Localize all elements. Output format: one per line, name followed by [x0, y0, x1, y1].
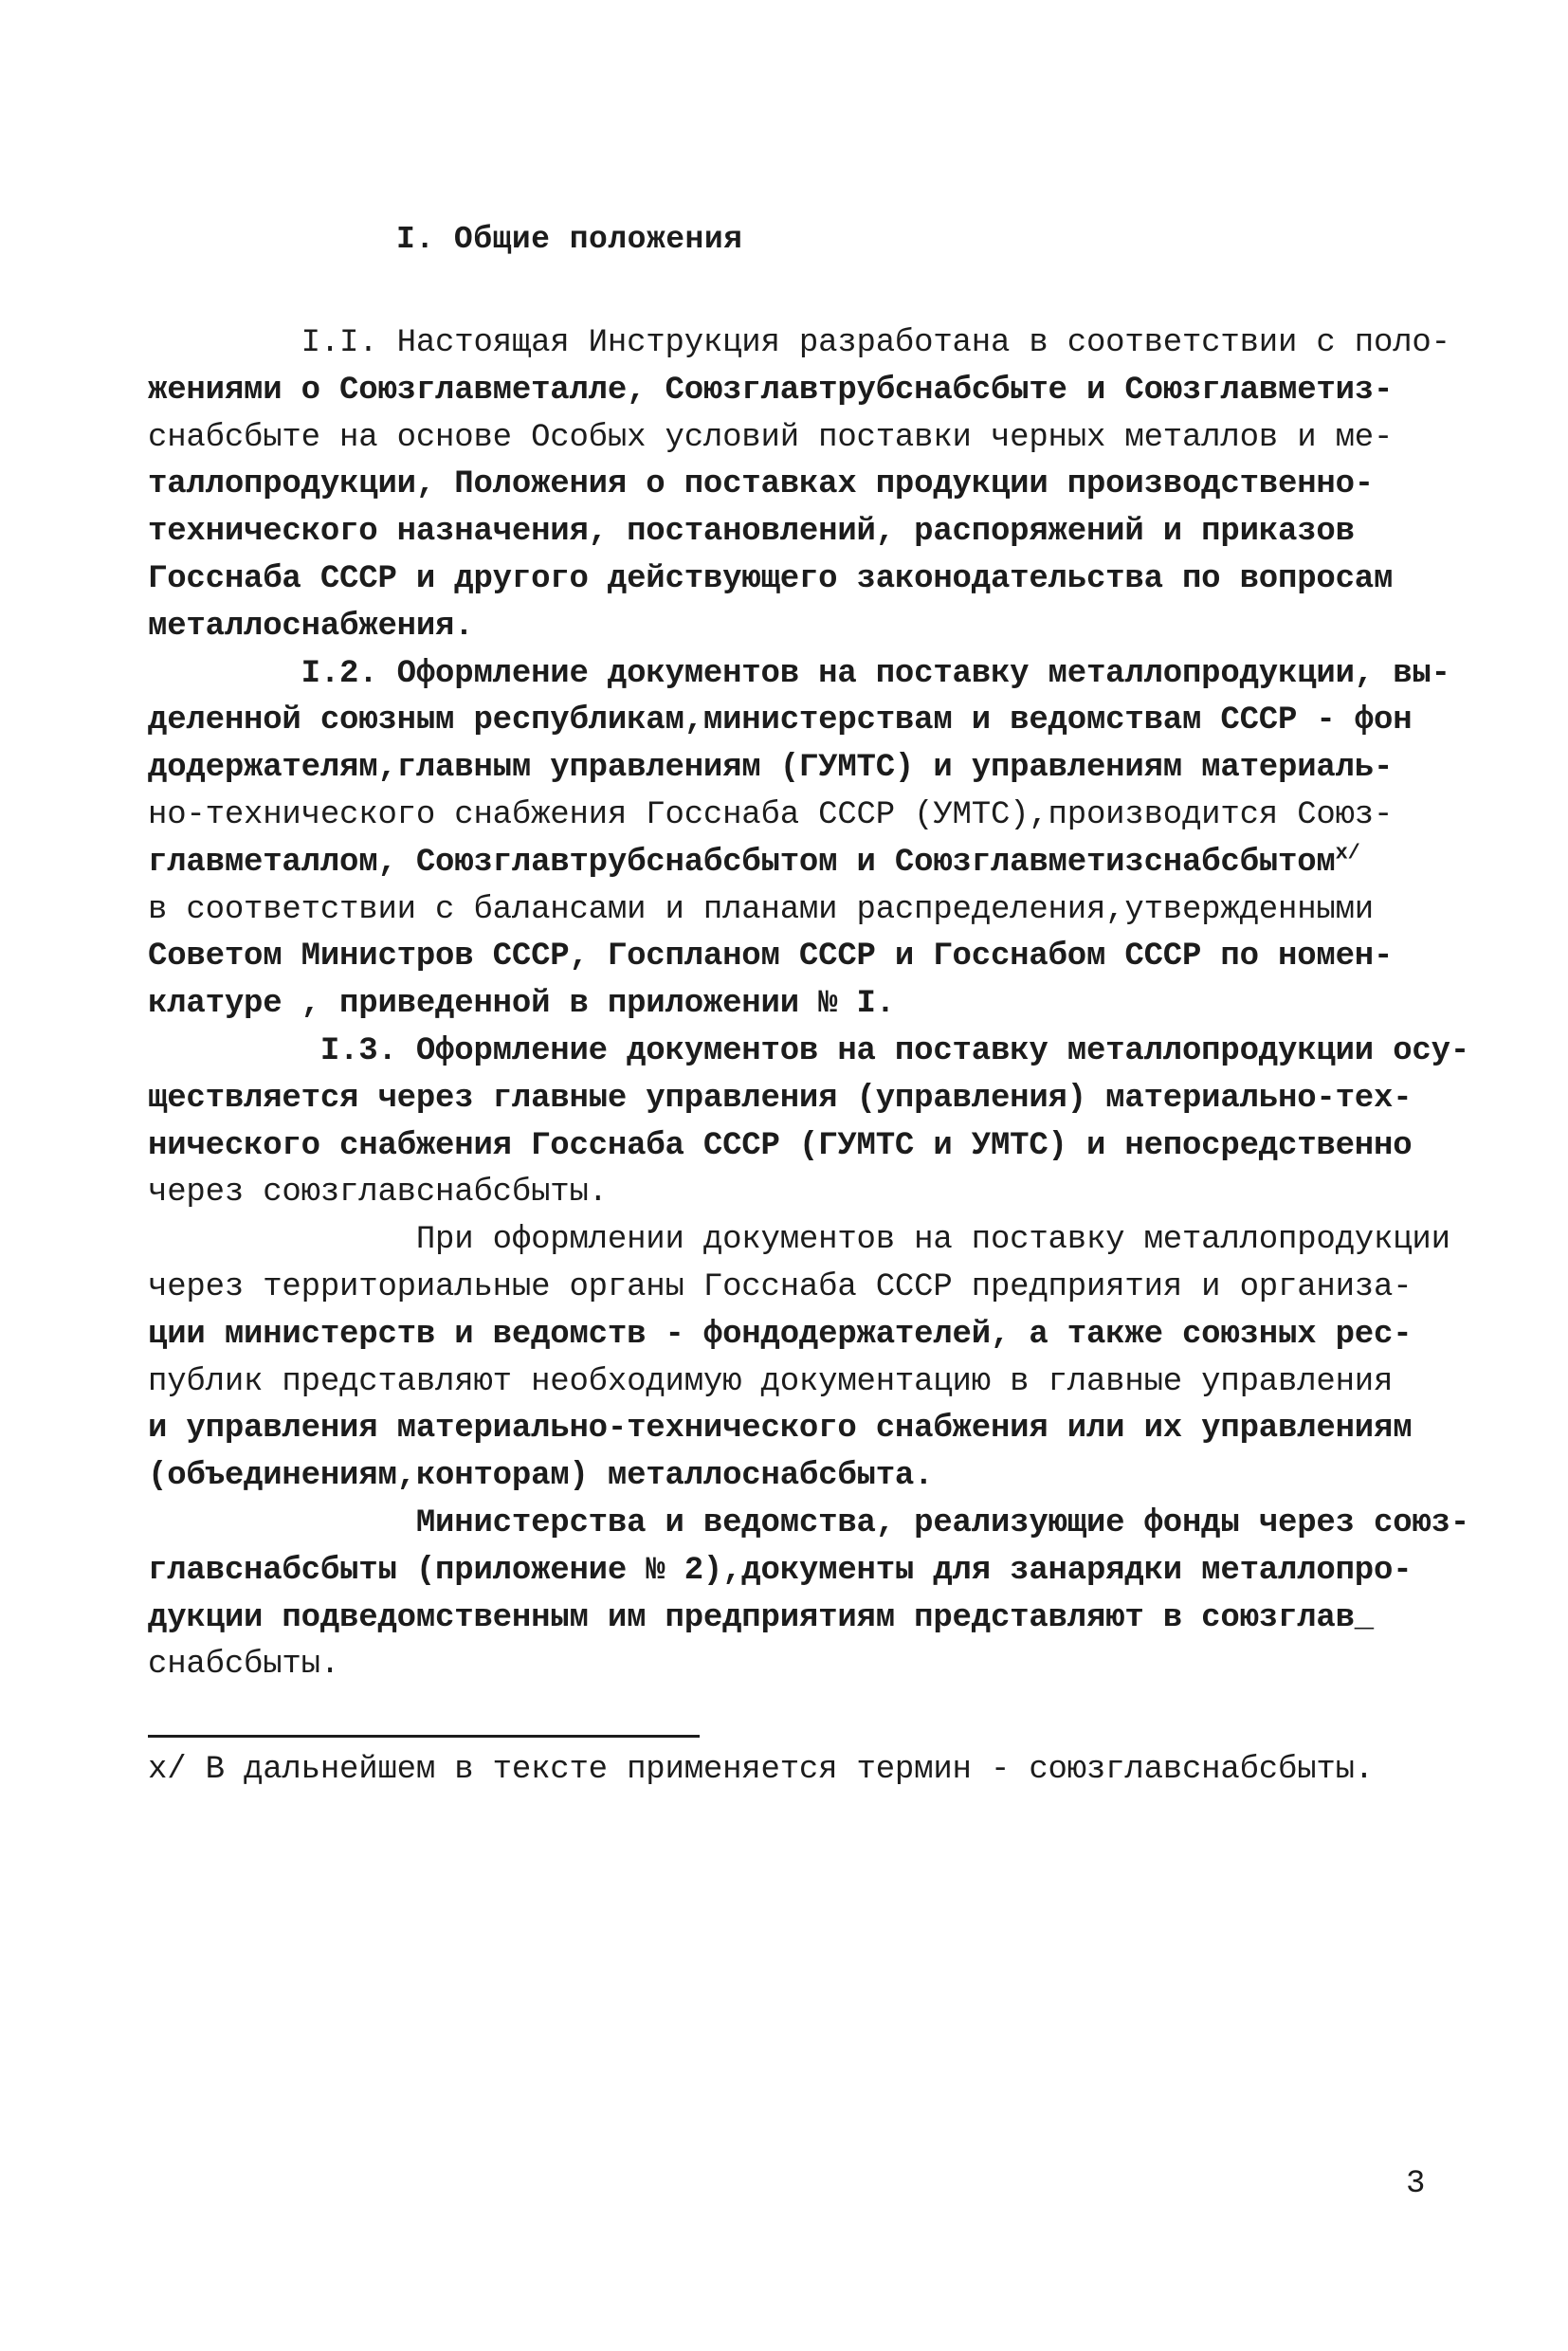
paragraph-1-2-line: I.2. Оформление документов на поставку металлопродукции, вы- [148, 655, 1450, 692]
paragraph-1-3-line: ции министерств и ведомств - фондодержателей, а также союзных рес- [148, 1316, 1413, 1353]
paragraph-1-2-line: в соответствии с балансами и планами распределения,утвержденными [148, 891, 1375, 928]
paragraph-1-3-line: снабсбыты. [148, 1647, 340, 1684]
paragraph-1-1-line: I.I. Настоящая Инструкция разработана в соответствии с поло- [148, 325, 1450, 361]
body-text [148, 320, 1470, 1689]
footnote-marker: x/ [1335, 841, 1360, 866]
paragraph-1-1-line: металлоснабжения. [148, 608, 474, 645]
paragraph-1-3-line: нического снабжения Госснаба СССР (ГУМТС и УМТС) и непосредственно [148, 1127, 1413, 1164]
paragraph-1-2-line: деленной союзным республикам,министерствам и ведомствам СССР - фон [148, 702, 1413, 739]
paragraph-1-2-line: главметаллом, Союзглавтрубснабсбытом и Союзглавметизснабсбытом$^{x/}$ [148, 841, 1360, 881]
paragraph-1-2-line: додержателям,главным управлениям (ГУМТС) и управлениям материаль- [148, 750, 1394, 787]
paragraph-1-1-line: снабсбыте на основе Особых условий поставки черных металлов и ме- [148, 419, 1394, 456]
footnote-divider [148, 1735, 700, 1738]
paragraph-1-3-line: I.3. Оформление документов на поставку металлопродукции осу- [148, 1032, 1470, 1069]
paragraph-1-1-line: жениями о Союзглавметалле, Союзглавтрубснабсбыте и Союзглавметиз- [148, 372, 1394, 409]
paragraph-1-3-line: При оформлении документов на поставку металлопродукции [148, 1222, 1450, 1259]
paragraph-1-3-line: дукции подведомственным им предприятиям представляют в союзглав_ [148, 1599, 1375, 1636]
footnote-text: x/ В дальнейшем в тексте применяется термин - союзглавснабсбыты. [148, 1752, 1375, 1788]
paragraph-1-3-line: главснабсбыты (приложение № 2),документы для занарядки металлопро- [148, 1552, 1413, 1589]
paragraph-1-2-line: Советом Министров СССР, Госпланом СССР и Госснабом СССР по номен- [148, 939, 1394, 975]
page-number: 3 [1406, 2166, 1426, 2202]
section-heading: I. Общие положения [396, 222, 743, 257]
paragraph-1-3-line: и управления материально-технического снабжения или их управлениям [148, 1411, 1413, 1448]
paragraph-1-1-line: Госснаба СССР и другого действующего законодательства по вопросам [148, 560, 1394, 597]
paragraph-1-2-line: клатуре , приведенной в приложении № I. [148, 986, 895, 1023]
paragraph-1-3-line: Министерства и ведомства, реализующие фонды через союз- [148, 1504, 1470, 1541]
paragraph-1-1-line: таллопродукции, Положения о поставках продукции производственно- [148, 466, 1375, 503]
paragraph-1-3-line: через союзглавснабсбыты. [148, 1175, 608, 1212]
paragraph-1-1-line: технического назначения, постановлений, распоряжений и приказов [148, 514, 1355, 551]
paragraph-1-3-line: ществляется через главные управления (управления) материально-тех- [148, 1080, 1413, 1117]
paragraph-1-3-line: через территориальные органы Госснаба СССР предприятия и организа- [148, 1268, 1413, 1305]
paragraph-1-3-line: публик представляют необходимую документацию в главные управления [148, 1363, 1394, 1400]
paragraph-1-2-line: но-технического снабжения Госснаба СССР (УМТС),производится Союз- [148, 796, 1394, 833]
paragraph-1-3-line: (объединениям,конторам) металлоснабсбыта. [148, 1458, 934, 1495]
